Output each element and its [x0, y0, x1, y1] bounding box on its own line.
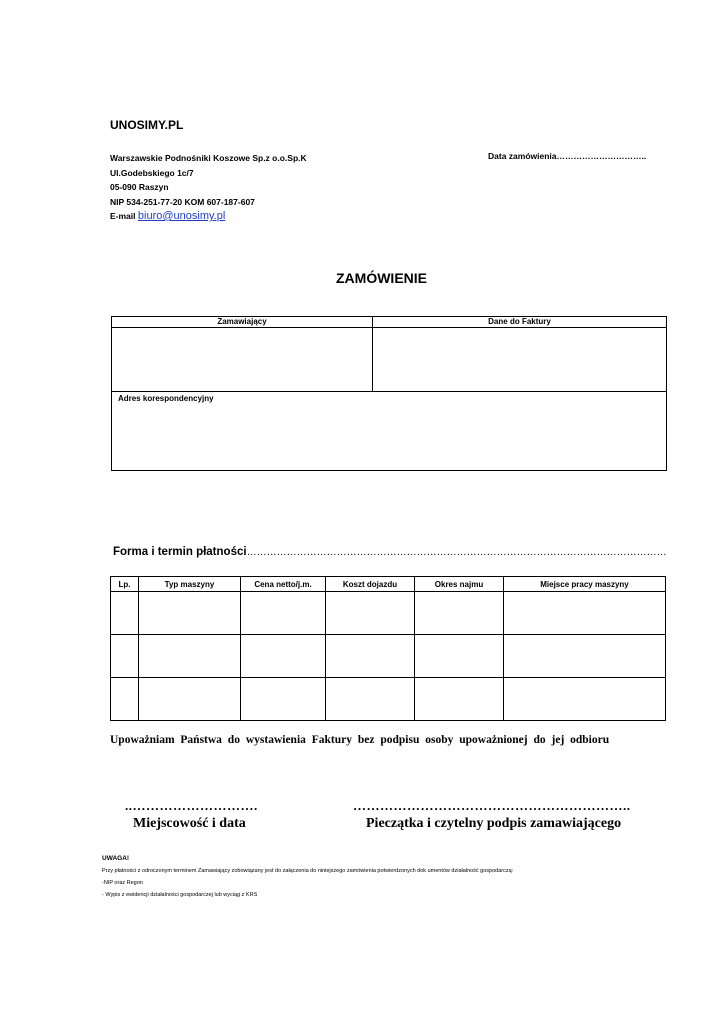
client-table: [111, 316, 667, 471]
company-street: Ul.Godebskiego 1c/7: [110, 167, 194, 178]
notice-line-3: - Wypis z ewidencji działalności gospodarczej lub wyciąg z KRS: [102, 892, 258, 898]
table-cell[interactable]: [241, 592, 326, 635]
authorization-statement: Upoważniam Państwa do wystawienia Faktury bez podpisu osoby upoważnionej do jej odbioru: [110, 734, 610, 746]
table-cell[interactable]: [111, 592, 139, 635]
address-cell[interactable]: [112, 392, 667, 471]
table-cell[interactable]: [415, 635, 504, 678]
table-cell[interactable]: [504, 635, 666, 678]
table-cell[interactable]: [111, 678, 139, 721]
table-cell[interactable]: [326, 592, 415, 635]
stamp-signature-label: Pieczątka i czytelny podpis zamawiającego: [366, 816, 622, 831]
table-cell[interactable]: [241, 635, 326, 678]
col-rental-period: Okres najmu: [415, 577, 504, 592]
company-info: [110, 151, 307, 225]
notice-title: UWAGA!: [102, 855, 130, 862]
payment-dots: ………………………………………………………………………………………………………………: [246, 547, 667, 558]
machines-table: [110, 576, 666, 721]
company-nip: NIP 534-251-77-20 KOM 607-187-607: [110, 196, 255, 207]
invoice-data-cell[interactable]: [373, 328, 667, 392]
company-postal: 05-090 Raszyn: [110, 182, 169, 192]
table-cell[interactable]: [504, 592, 666, 635]
notice-line-2: -NIP oraz Regon: [102, 880, 143, 886]
col-lp: Lp.: [111, 577, 139, 592]
notice-line-1: Przy płatności z odroczonym terminem Zamawiający zobowiązany jest do załączenia do niniejszego zamówienia potwierdzonych dok umentów działalność gospodarczą:: [102, 868, 514, 874]
machines-header-row: [111, 577, 666, 592]
orderer-header: Zamawiający: [112, 317, 373, 328]
address-label: Adres korespondencyjny: [118, 394, 214, 403]
place-date-label: Miejscowość i data: [133, 816, 246, 831]
col-travel-cost: Koszt dojazdu: [326, 577, 415, 592]
table-cell[interactable]: [326, 635, 415, 678]
brand-name: UNOSIMY.PL: [110, 118, 184, 132]
invoice-data-header: Dane do Faktury: [373, 317, 667, 328]
order-date-field[interactable]: Data zamówienia…………………………..: [488, 151, 647, 161]
payment-terms[interactable]: [113, 546, 667, 558]
table-row: [111, 635, 666, 678]
table-cell[interactable]: [111, 635, 139, 678]
table-cell[interactable]: [139, 678, 241, 721]
table-cell[interactable]: [326, 678, 415, 721]
email-line: [110, 209, 307, 225]
company-name: Warszawskie Podnośniki Koszowe Sp.z o.o.Sp.K: [110, 153, 307, 163]
table-cell[interactable]: [241, 678, 326, 721]
table-cell[interactable]: [139, 592, 241, 635]
table-cell[interactable]: [139, 635, 241, 678]
col-net-price: Cena netto/j.m.: [241, 577, 326, 592]
table-row: [111, 678, 666, 721]
email-label: E-mail: [110, 211, 136, 221]
table-row: [111, 592, 666, 635]
document-title: ZAMÓWIENIE: [336, 270, 427, 286]
table-cell[interactable]: [415, 678, 504, 721]
table-cell[interactable]: [415, 592, 504, 635]
payment-label: Forma i termin płatności: [113, 546, 247, 558]
table-cell[interactable]: [504, 678, 666, 721]
signature-field[interactable]: ……………………………………………………..: [353, 798, 631, 813]
email-link[interactable]: biuro@unosimy.pl: [137, 210, 226, 222]
col-machine-type: Typ maszyny: [139, 577, 241, 592]
orderer-cell[interactable]: [112, 328, 373, 392]
col-work-location: Miejsce pracy maszyny: [504, 577, 666, 592]
place-date-field[interactable]: ..……………………….: [125, 798, 258, 813]
